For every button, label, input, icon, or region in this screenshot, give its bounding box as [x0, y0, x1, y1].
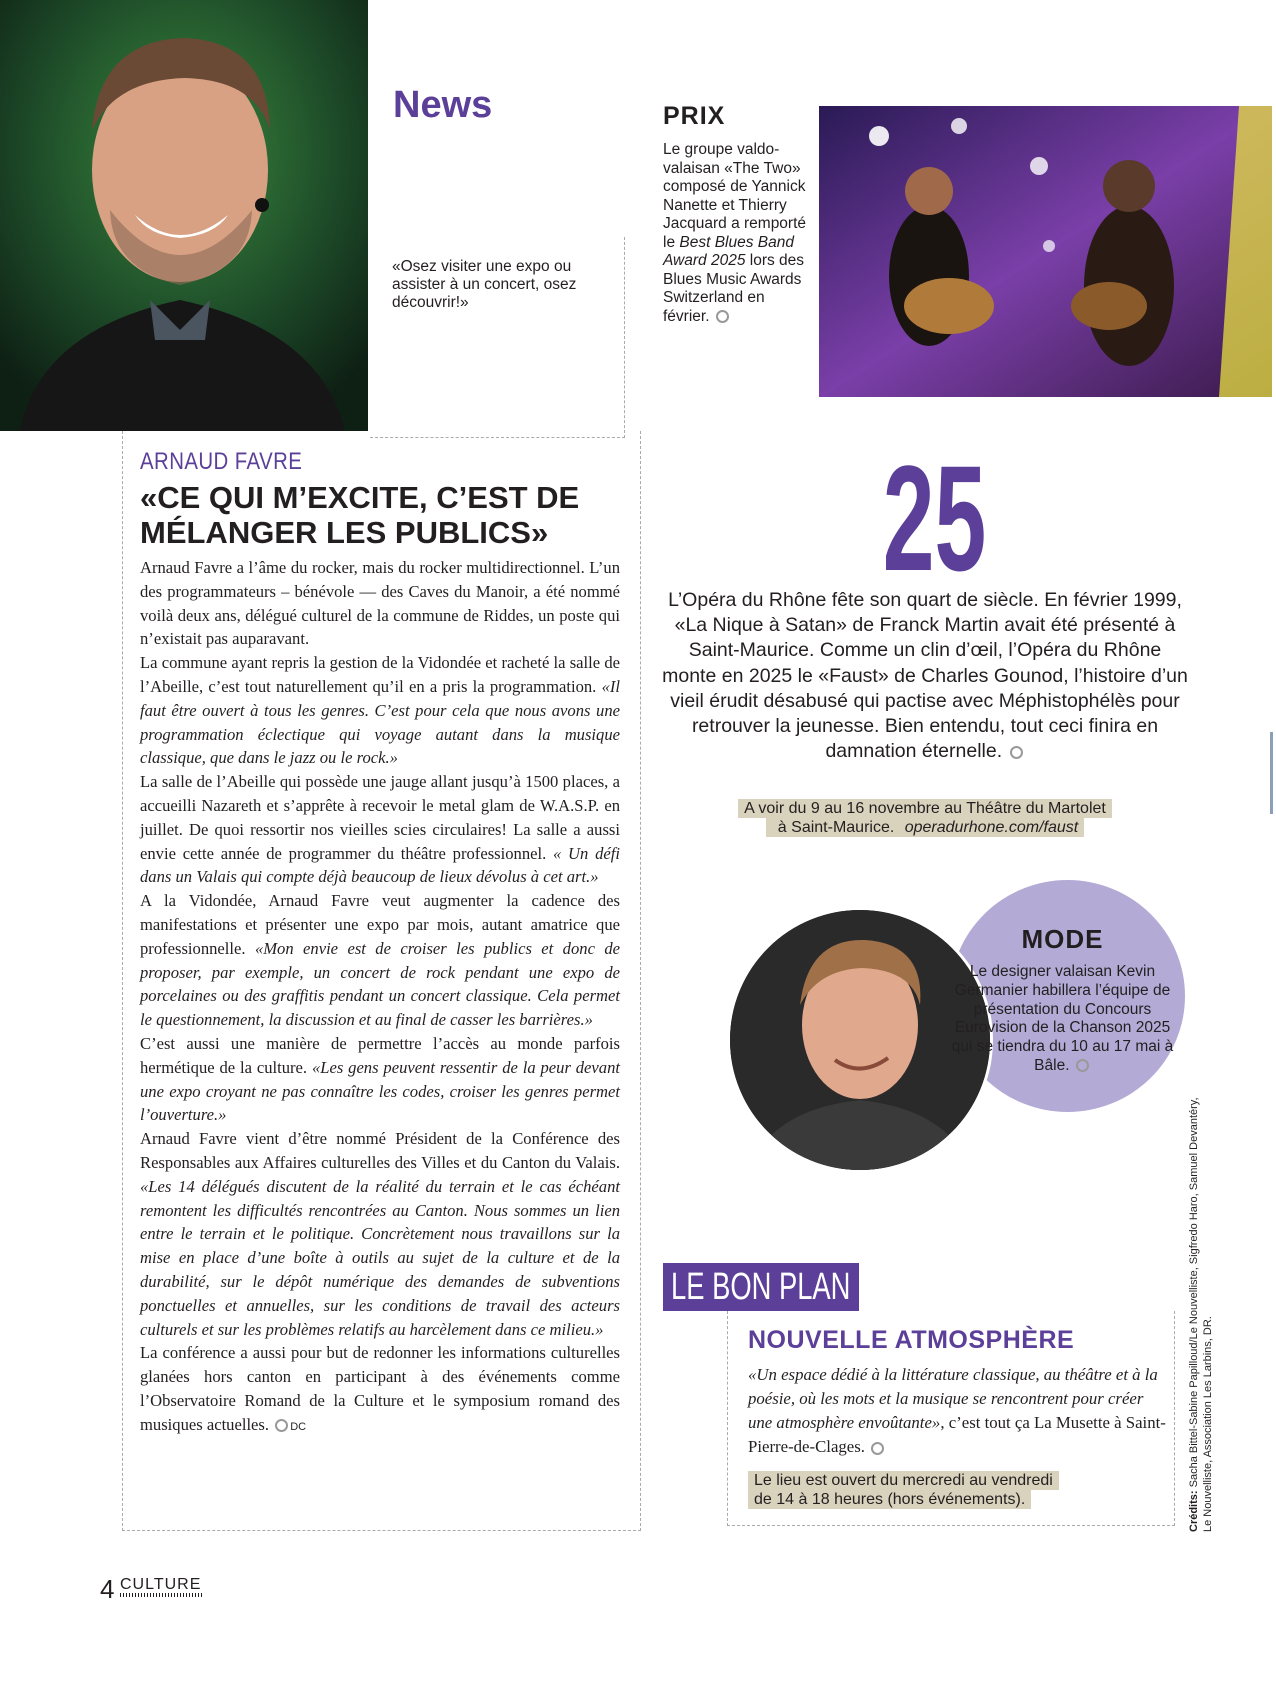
end-mark-icon [871, 1442, 884, 1455]
news-title: News [393, 84, 493, 126]
end-mark-icon [1076, 1059, 1089, 1072]
opera-link[interactable]: operadurhone.com/faust [904, 819, 1079, 836]
end-mark-icon [1010, 746, 1023, 759]
page-number: 4 [100, 1574, 115, 1604]
anniversary-number: 25 [882, 434, 987, 602]
article-body [140, 556, 620, 1439]
article-paragraph: Arnaud Favre vient d’être nommé Président de la Conférence des Responsables aux Affaires culturelles des Villes et du Canton du Valais. «Les 14 délégués discutent de la réalité du terrain et le cas échéant remontent les difficultés rencontrées au Canton. Nous sommes un lien entre le terrain et le politique. Concrètement nous travaillons sur la mise en place d’une boîte à outils au sujet de la culture et de la durabilité, sur le dépôt numérique des demandes de subventions ponctuelles et annuelles, sur les conditions de travail des acteurs culturels et sur les problèmes relatifs au harcèlement dans ce milieu.» [140, 1129, 620, 1339]
article-kicker: ARNAUD FAVRE [140, 448, 303, 475]
prix-text: Le groupe valdo-valaisan «The Two» composé de Yannick Nanette et Thierry Jacquard a remporté le Best Blues Band Award 2025 lors des Blues Music Awards Switzerland en février. [663, 141, 807, 325]
photo-credits: Crédits: Sacha Bittel-Sabine Papilloud/Le Nouvelliste, Sigfredo Haro, Samuel Devantéry, Le Nouvelliste, Association Les Larbins, DR. [1188, 1097, 1214, 1532]
section-rule [120, 1593, 202, 1597]
portrait-photo-arnaud-favre [0, 0, 368, 431]
author-signature: DC [290, 1420, 307, 1433]
article-paragraph: La salle de l’Abeille qui possède une jauge allant jusqu’à 1500 places, a accueilli Nazareth et s’apprête à recevoir le metal glam de W.A.S.P. en juillet. De quoi ressortir nos vieilles scies circulaires! La salle a aussi envie cette année de programmer du théâtre professionnel. « Un défi dans un Valais qui compte déjà beaucoup de lieux dévolus à cet art.» [140, 772, 620, 887]
bon-plan-text: «Un espace dédié à la littérature classique, au théâtre et à la poésie, où les mots et la musique se rencontrent pour créer une atmosphère envoûtante», c’est tout ça La Musette à Saint-Pierre-de-Clages. [748, 1365, 1166, 1456]
award-name: Best Blues Band Award 2025 [663, 233, 794, 269]
prix-title: PRIX [663, 102, 726, 130]
mode-title: MODE [1021, 924, 1104, 954]
bon-plan-title: NOUVELLE ATMOSPHÈRE [748, 1326, 1075, 1354]
opera-text: L’Opéra du Rhône fête son quart de siècle. En février 1999, «La Nique à Satan» de Franck Martin avait été présenté à Saint-Maurice. Comme un clin d’œil, l’Opéra du Rhône monte en 2025 le «Faust» de Charles Gounod, l’histoire d’un vieil érudit désabusé qui pactise avec Méphistophélès pour retrouver la jeunesse. Bien entendu, tout ceci finira en damnation éternelle. [662, 589, 1188, 763]
article-paragraph: La commune ayant repris la gestion de la Vidondée et racheté la salle de l’Abeille, c’est tout naturellement qu’il en a pris la programmation. «Il faut être ouvert à tous les genres. C’est pour cela que nous avons une programmation éclectique qui voyage autant dans la musique classique, que dans le jazz ou le rock.» [140, 653, 620, 768]
section-label: CULTURE [120, 1576, 202, 1593]
end-mark-icon [716, 310, 729, 323]
bon-plan-info: Le lieu est ouvert du mercredi au vendredi de 14 à 18 heures (hors événements). [748, 1471, 1088, 1509]
article-paragraph: La conférence a aussi pour but de redonner les informations culturelles glanées hors canton en participant à des événements comme l’Observatoire Romand de la Culture et le symposium romand des musiques actuelles. DC [140, 1343, 620, 1434]
end-mark-icon [275, 1419, 288, 1432]
pull-quote: «Osez visiter une expo ou assister à un concert, osez découvrir!» [392, 258, 577, 311]
article-headline: «CE QUI M’EXCITE, C’EST DE MÉLANGER LES PUBLICS» [140, 480, 580, 550]
concert-photo-the-two [819, 106, 1272, 397]
article-paragraph: C’est aussi une manière de permettre l’accès au monde parfois hermétique de la culture. «Les gens peuvent ressentir de la peur devant une expo croyant ne pas connaître les codes, croiser les genres permet l’ouverture.» [140, 1033, 620, 1125]
mode-text: Le designer valaisan Kevin Germanier habillera l’équipe de présentation du Concours Eurovision de la Chanson 2025 qui se tiendra du 10 au 17 mai à Bâle. [951, 963, 1174, 1074]
bon-plan-label: LE BON PLAN [663, 1263, 859, 1311]
article-paragraph: A la Vidondée, Arnaud Favre veut augmenter la cadence des manifestations et présenter une expo par mois, autant amatrice que professionnelle. «Mon envie est de croiser les publics et donc de proposer, par exemple, un concert de rock pendant une expo de porcelaines ou des graffitis pendant un concert classique. Cela permet le questionnement, la discussion et au final de casser les barrières.» [140, 891, 620, 1030]
opera-info: A voir du 9 au 16 novembre au Théâtre du Martolet à Saint-Maurice. operadurhone.com/faust [710, 799, 1140, 837]
article-paragraph: Arnaud Favre a l’âme du rocker, mais du rocker multidirectionnel. L’un des programmateurs – bénévole — des Caves du Manoir, a été nommé voilà deux ans, délégué culturel de la commune de Riddes, un poste qui n’existait pas auparavant. [140, 558, 620, 649]
page-edge-mark [1270, 732, 1273, 814]
